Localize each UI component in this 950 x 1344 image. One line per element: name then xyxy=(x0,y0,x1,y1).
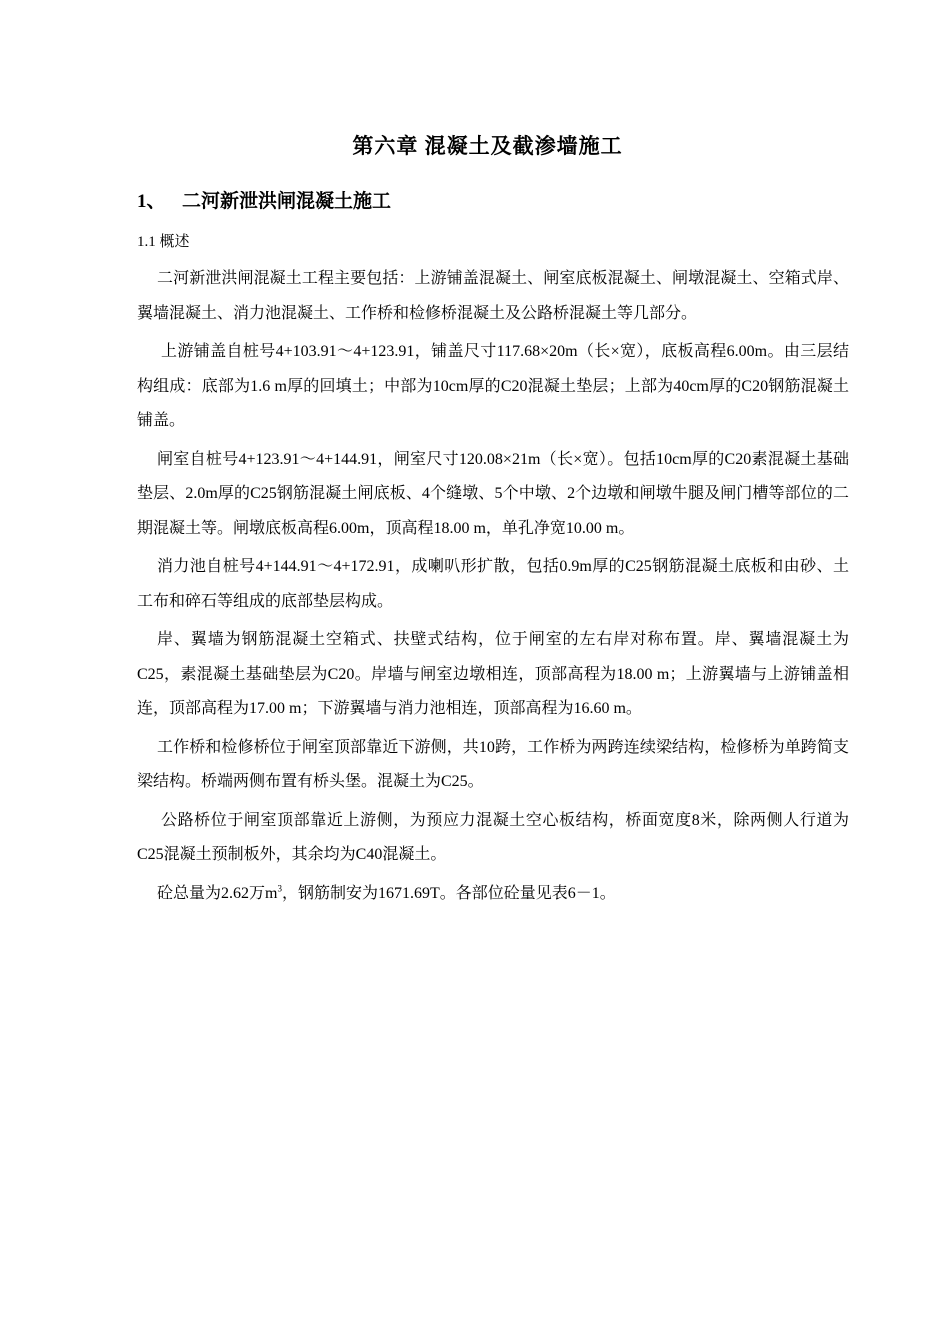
paragraph-wing-walls: 岸、翼墙为钢筋混凝土空箱式、扶壁式结构，位于闸室的左右岸对称布置。岸、翼墙混凝土为C25，素混凝土基础垫层为C20。岸墙与闸室边墩相连，顶部高程为18.00 m；上游翼墙与上游铺盖相连，顶部高程为17.00 m；下游翼墙与消力池相连，顶部高程为16.60 m。 xyxy=(137,631,849,717)
rebar-total-text: ，钢筋制安为1671.69T。各部位砼量见表6－1。 xyxy=(281,884,616,902)
paragraph-upstream-apron: 上游铺盖自桩号4+103.91～4+123.91，铺盖尺寸117.68×20m（长×宽），底板高程6.00m。由三层结构组成：底部为1.6 m厚的回填土；中部为10cm厚的C20混凝土垫层；上部为40cm厚的C20钢筋混凝土铺盖。 xyxy=(137,343,849,429)
section-heading xyxy=(137,186,391,213)
paragraph-sluice-chamber: 闸室自桩号4+123.91～4+144.91，闸室尺寸120.08×21m（长×宽）。包括10cm厚的C20素混凝土基础垫层、2.0m厚的C25钢筋混凝土闸底板、4个缝墩、5个中墩、2个边墩和闸墩牛腿及闸门槽等部位的二期混凝土等。闸墩底板高程6.00m，顶高程18.00 m，单孔净宽10.00 m。 xyxy=(137,450,849,537)
paragraph-stilling-basin: 消力池自桩号4+144.91～4+172.91，成喇叭形扩散，包括0.9m厚的C25钢筋混凝土底板和由砂、土工布和碎石等组成的底部垫层构成。 xyxy=(137,558,849,610)
concrete-total-text: 砼总量为2.62万m xyxy=(157,884,278,902)
chapter-title: 第六章 混凝土及截渗墙施工 xyxy=(352,134,623,158)
paragraph-highway-bridge: 公路桥位于闸室顶部靠近上游侧，为预应力混凝土空心板结构，桥面宽度8米，除两侧人行道为C25混凝土预制板外，其余均为C40混凝土。 xyxy=(137,811,849,863)
section-title: 二河新泄洪闸混凝土施工 xyxy=(182,191,392,212)
paragraph-overview: 二河新泄洪闸混凝土工程主要包括：上游铺盖混凝土、闸室底板混凝土、闸墩混凝土、空箱式岸、翼墙混凝土、消力池混凝土、工作桥和检修桥混凝土及公路桥混凝土等几部分。 xyxy=(137,270,849,322)
cubic-superscript: 3 xyxy=(277,883,282,894)
paragraph-work-bridge: 工作桥和检修桥位于闸室顶部靠近下游侧，共10跨，工作桥为两跨连续梁结构，检修桥为单跨简支梁结构。桥端两侧布置有桥头堡。混凝土为C25。 xyxy=(137,738,849,790)
paragraph-concrete-total xyxy=(137,877,849,912)
body-text xyxy=(137,262,849,915)
subsection-heading: 1.1 概述 xyxy=(137,234,190,250)
section-number: 1、 xyxy=(137,191,166,212)
